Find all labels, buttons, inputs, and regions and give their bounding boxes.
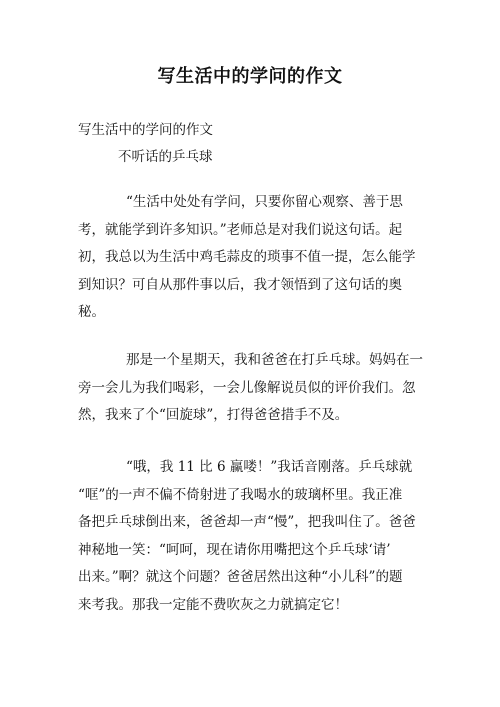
paragraph-line: 初，我总以为生活中鸡毛蒜皮的琐事不值一提，怎么能学 <box>78 249 416 265</box>
paragraph-line: “哦，我 11 比 6 赢喽！”我话音刚落。乒乓球就 <box>126 459 413 475</box>
paragraph-line: 考，就能学到许多知识。”老师总是对我们说这句话。起 <box>78 221 403 238</box>
paragraph-line: 然，我来了个“回旋球”，打得爸爸措手不及。 <box>78 407 349 423</box>
paragraph <box>78 347 424 430</box>
paragraph-line: 那是一个星期天，我和爸爸在打乒乓球。妈妈在一 <box>126 352 423 368</box>
paragraph-line: 神秘地一笑：“呵呵，现在请你用嘴把这个乒乓球‘请’ <box>78 541 391 558</box>
paragraph-line: 来考我。那我一定能不费吹灰之力就搞定它！ <box>78 596 348 613</box>
paragraph-line: 秘。 <box>78 304 105 320</box>
paragraph <box>78 454 424 619</box>
paragraph <box>78 189 424 327</box>
document-subtitle: 写生活中的学问的作文 <box>78 122 213 138</box>
paragraph-line: 到知识？可自从那件事以后，我才领悟到了这句话的奥 <box>78 276 402 293</box>
paragraph-line: 旁一会儿为我们喝彩，一会儿像解说员似的评价我们。忽 <box>78 379 416 396</box>
paragraph-line: “哐”的一声不偏不倚射进了我喝水的玻璃杯里。我正准 <box>78 486 403 503</box>
story-title: 不听话的乒乓球 <box>118 149 213 165</box>
document-title: 写生活中的学问的作文 <box>157 66 343 87</box>
paragraph-line: 备把乒乓球倒出来，爸爸却一声“慢”，把我叫住了。爸爸 <box>78 514 416 530</box>
paragraph-line: “生活中处处有学问，只要你留心观察、善于思 <box>126 194 403 210</box>
paragraph-line: 出来。”啊？就这个问题？爸爸居然出这种“小儿科”的题 <box>78 569 403 585</box>
